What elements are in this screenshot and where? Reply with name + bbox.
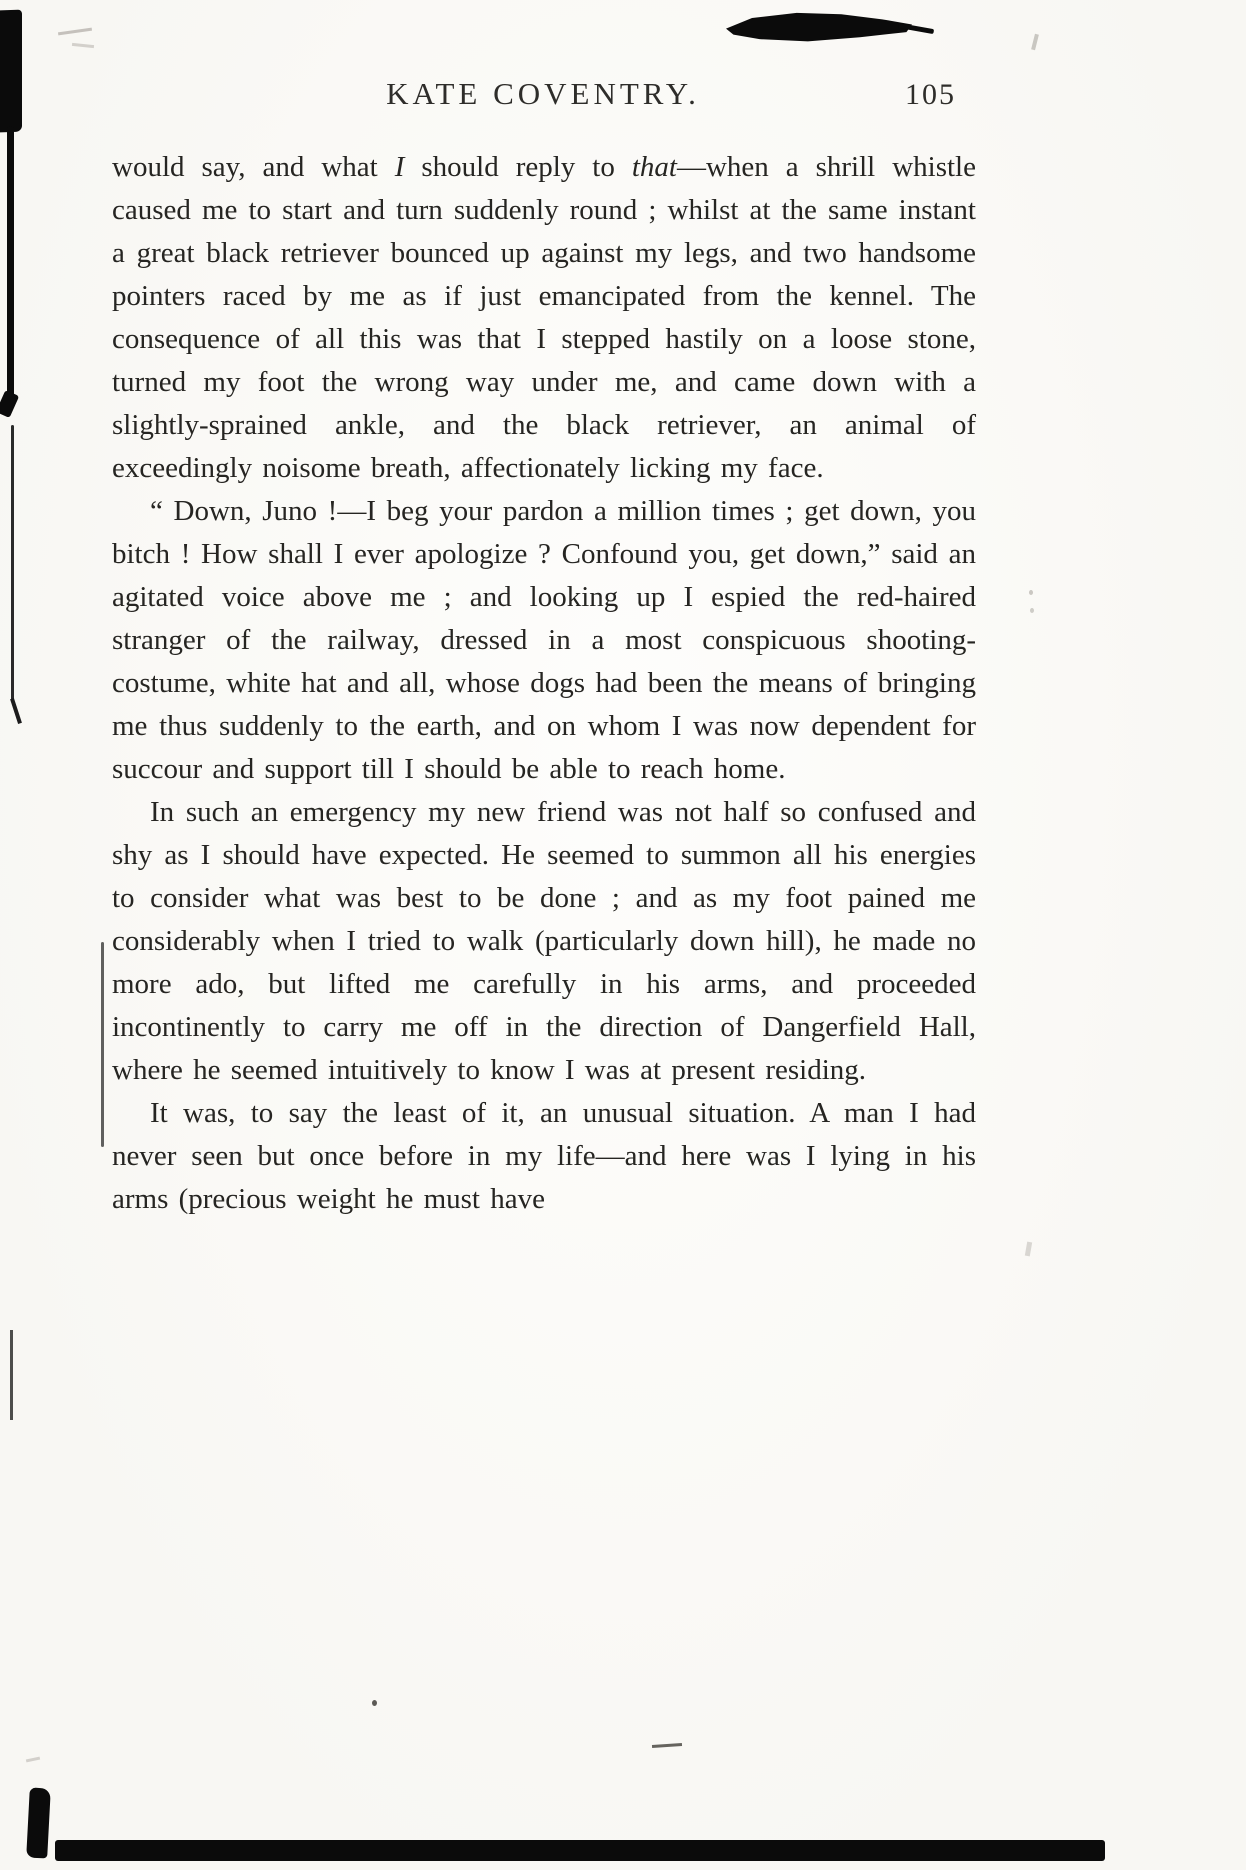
margin-stroke: [10, 698, 22, 724]
ink-smudge-top-right: [726, 11, 912, 43]
text-run: —when a shrill whistle caused me to start and turn suddenly round ; whilst at the same instant a great black retriever bounced up against my legs, and two handsome pointers raced by me as if just emancipated from the kennel. The consequence of all this was that I stepped hastily on a loose stone, turned my foot the wrong way under me, and came down with a slightly-sprained ankle, and the black retriever, an animal of exceedingly noisome breath, affectionately licking my face.: [112, 151, 976, 484]
text-run: It was, to say the least of it, an unusual situation. A man I had never seen but once before in my life—and here was I lying in his arms (precious weight he must have: [112, 1097, 976, 1215]
pencil-mark: [72, 43, 94, 48]
binding-mark-top: [0, 10, 22, 133]
running-title: KATE COVENTRY.: [386, 76, 700, 111]
binding-line-lower: [10, 1330, 13, 1420]
pencil-mark: [58, 28, 92, 36]
page-header: [112, 76, 974, 120]
pencil-mark: [1029, 590, 1033, 595]
page-crease-line: [101, 942, 104, 1147]
scan-bar-bottom: [55, 1840, 1105, 1861]
paragraph: [112, 146, 976, 490]
text-run: would say, and what: [112, 151, 395, 183]
text-run: should reply to: [404, 151, 632, 183]
ink-blot-bottom-left: [26, 1787, 51, 1858]
binding-line-upper: [7, 126, 14, 406]
paragraph: [112, 490, 976, 791]
body-text: [112, 146, 976, 1221]
text-run: “ Down, Juno !—I beg your pardon a million times ; get down, you bitch ! How shall I ever apologize ? Confound you, get down,” said an agitated voice above me ; and looking up I espied the red-haired stranger of the railway, dressed in a most conspicuous shooting-costume, white hat and all, whose dogs had been the means of bringing me thus suddenly to the earth, and on whom I was now dependent for succour and support till I should be able to reach home.: [112, 495, 976, 785]
dash-mark: [652, 1743, 682, 1748]
paragraph: [112, 1092, 976, 1221]
speck-mark: [372, 1700, 377, 1706]
binding-line-middle: [11, 425, 14, 700]
pencil-mark: [1025, 1242, 1032, 1257]
binding-tick: [0, 390, 19, 418]
pencil-mark: [1030, 608, 1034, 613]
paragraph: [112, 791, 976, 1092]
text-run: In such an emergency my new friend was not half so confused and shy as I should have expected. He seemed to summon all his energies to consider what was best to be done ; and as my foot pained me considerably when I tried to walk (particularly down hill), he made no more ado, but lifted me carefully in his arms, and proceeded incontinently to carry me off in the direction of Dangerfield Hall, where he seemed intuitively to know I was at present residing.: [112, 796, 976, 1086]
italic-text-run: that: [631, 151, 677, 183]
italic-text-run: I: [394, 151, 405, 183]
page-number: 105: [905, 78, 956, 111]
pencil-mark: [26, 1757, 40, 1763]
pencil-mark: [1031, 34, 1039, 50]
